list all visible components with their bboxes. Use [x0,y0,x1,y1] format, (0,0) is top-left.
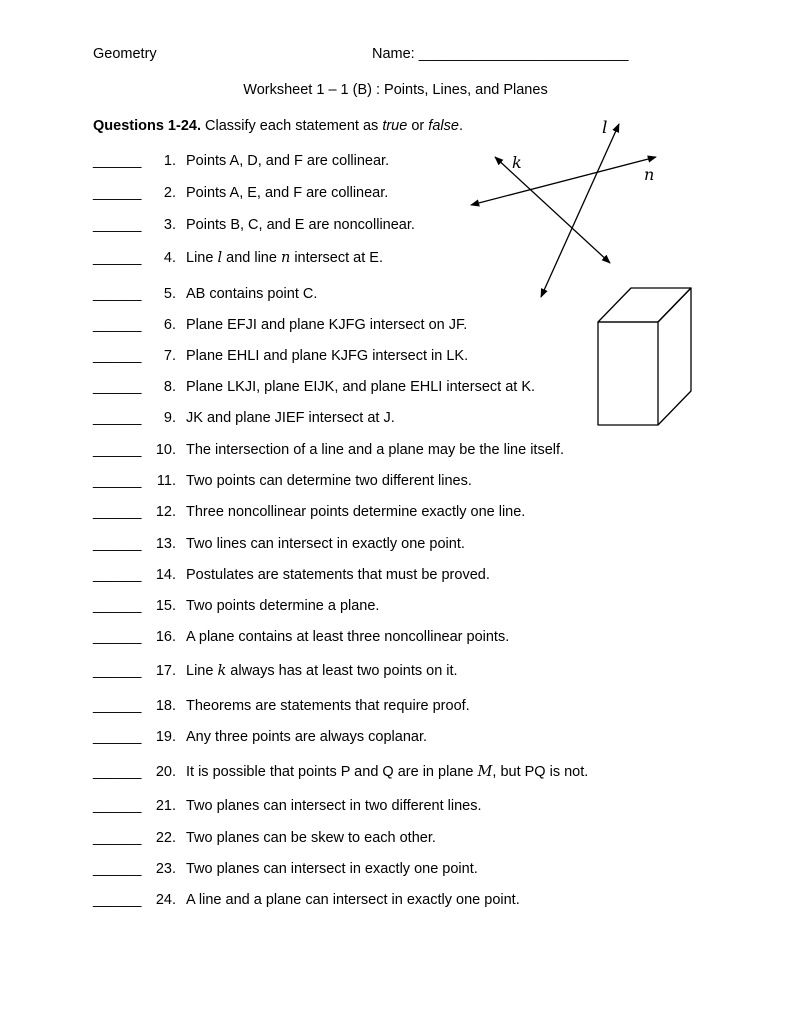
question-text: Two planes can intersect in exactly one point. [186,861,478,877]
question-number: 17. [155,663,176,679]
question-text: Points A, E, and F are collinear. [186,185,389,201]
line-k-symbol: k [217,663,227,679]
answer-blank[interactable]: ______ [93,830,142,846]
answer-blank[interactable]: ______ [93,473,142,489]
question-text: A line and a plane can intersect in exactly one point. [186,892,520,908]
answer-blank[interactable]: ______ [93,410,142,426]
line-l-symbol: l [217,250,223,266]
answer-blank[interactable]: ______ [93,442,142,458]
question-text: Two points can determine two different lines. [186,473,472,489]
question-text: Two lines can intersect in exactly one point. [186,536,465,552]
name-label: Name: [372,46,415,62]
question-number: 11. [156,473,176,489]
question-number: 15. [155,598,176,614]
question-text: Any three points are always coplanar. [186,729,427,745]
instructions-true: true [382,118,408,134]
question-text-pre: It is possible that points P and Q are in plane [186,764,474,780]
question-text: Plane EHLI and plane KJFG intersect in LK. [186,348,469,364]
question-text: Points B, C, and E are noncollinear. [186,217,415,233]
question-text-pre: Line [186,663,214,679]
question-number: 12. [155,504,176,520]
prism-side-face [658,288,691,425]
label-l: l [602,118,608,138]
question-number: 20. [155,764,176,780]
question-text: Plane EFJI and plane KJFG intersect on JF. [186,317,468,333]
question-number: 19. [155,729,176,745]
question-number: 23. [155,861,176,877]
rectangular-prism-figure [598,288,691,425]
question-text-pre: Line [186,250,214,266]
question-text-post: intersect at E. [294,250,383,266]
question-number: 14. [155,567,176,583]
answer-blank[interactable]: ______ [93,861,142,877]
instructions-lead: Classify each statement as [205,118,379,134]
answer-blank[interactable]: ______ [93,567,142,583]
instructions-heading: Questions 1-24. [93,118,201,134]
instructions-end: . [458,118,463,134]
answer-blank[interactable]: ______ [93,504,142,520]
worksheet-title: Worksheet 1 – 1 (B) : Points, Lines, and Planes [243,82,548,98]
answer-blank[interactable]: ______ [93,892,142,908]
question-number: 6. [163,317,176,333]
name-blank[interactable]: __________________________ [418,46,629,62]
question-number: 18. [155,698,176,714]
question-number: 9. [163,410,176,426]
question-number: 21. [155,798,176,814]
question-number: 4. [163,250,176,266]
intersecting-lines-figure [471,118,656,297]
question-number: 7. [163,348,176,364]
question-text: Two points determine a plane. [186,598,380,614]
line-n-symbol: n [280,250,291,266]
answer-blank[interactable]: ______ [93,698,142,714]
question-text-post: , but PQ is not. [492,764,589,780]
question-number: 1. [163,153,176,169]
question-number: 13. [155,536,176,552]
question-number: 5. [163,286,176,302]
answer-blank[interactable]: ______ [93,629,142,645]
question-text: Two planes can be skew to each other. [186,830,436,846]
answer-blank[interactable]: ______ [93,729,142,745]
instructions-false: false [428,118,459,134]
plane-m-symbol: M [477,764,493,780]
answer-blank[interactable]: ______ [93,185,142,201]
question-number: 16. [155,629,176,645]
question-number: 3. [163,217,176,233]
label-n: n [644,165,655,184]
question-number: 22. [155,830,176,846]
answer-blank[interactable]: ______ [93,217,142,233]
answer-blank[interactable]: ______ [93,250,142,266]
prism-front-face [598,322,658,425]
question-text-mid: and line [226,250,277,266]
answer-blank[interactable]: ______ [93,536,142,552]
line-n [471,157,656,205]
answer-blank[interactable]: ______ [93,317,142,333]
question-text: AB contains point C. [186,286,318,302]
question-text: The intersection of a line and a plane may be the line itself. [186,442,565,458]
subject-label: Geometry [93,46,157,62]
question-text: Theorems are statements that require proof. [186,698,470,714]
question-text-post: always has at least two points on it. [230,663,458,679]
question-text: Two planes can intersect in two different lines. [186,798,482,814]
question-text: Plane LKJI, plane EIJK, and plane EHLI intersect at K. [186,379,536,395]
question-number: 8. [163,379,176,395]
answer-blank[interactable]: ______ [93,663,142,679]
question-text: A plane contains at least three noncollinear points. [186,629,510,645]
answer-blank[interactable]: ______ [93,598,142,614]
instructions-or: or [411,118,425,134]
question-text: Postulates are statements that must be proved. [186,567,490,583]
question-text: Points A, D, and F are collinear. [186,153,390,169]
prism-top-face [598,288,691,322]
answer-blank[interactable]: ______ [93,764,142,780]
answer-blank[interactable]: ______ [93,798,142,814]
label-k: k [512,153,522,172]
question-text: Three noncollinear points determine exactly one line. [186,504,526,520]
question-number: 24. [155,892,176,908]
answer-blank[interactable]: ______ [93,379,142,395]
answer-blank[interactable]: ______ [93,153,142,169]
answer-blank[interactable]: ______ [93,348,142,364]
question-number: 2. [163,185,176,201]
question-number: 10. [155,442,176,458]
answer-blank[interactable]: ______ [93,286,142,302]
question-text: JK and plane JIEF intersect at J. [186,410,395,426]
